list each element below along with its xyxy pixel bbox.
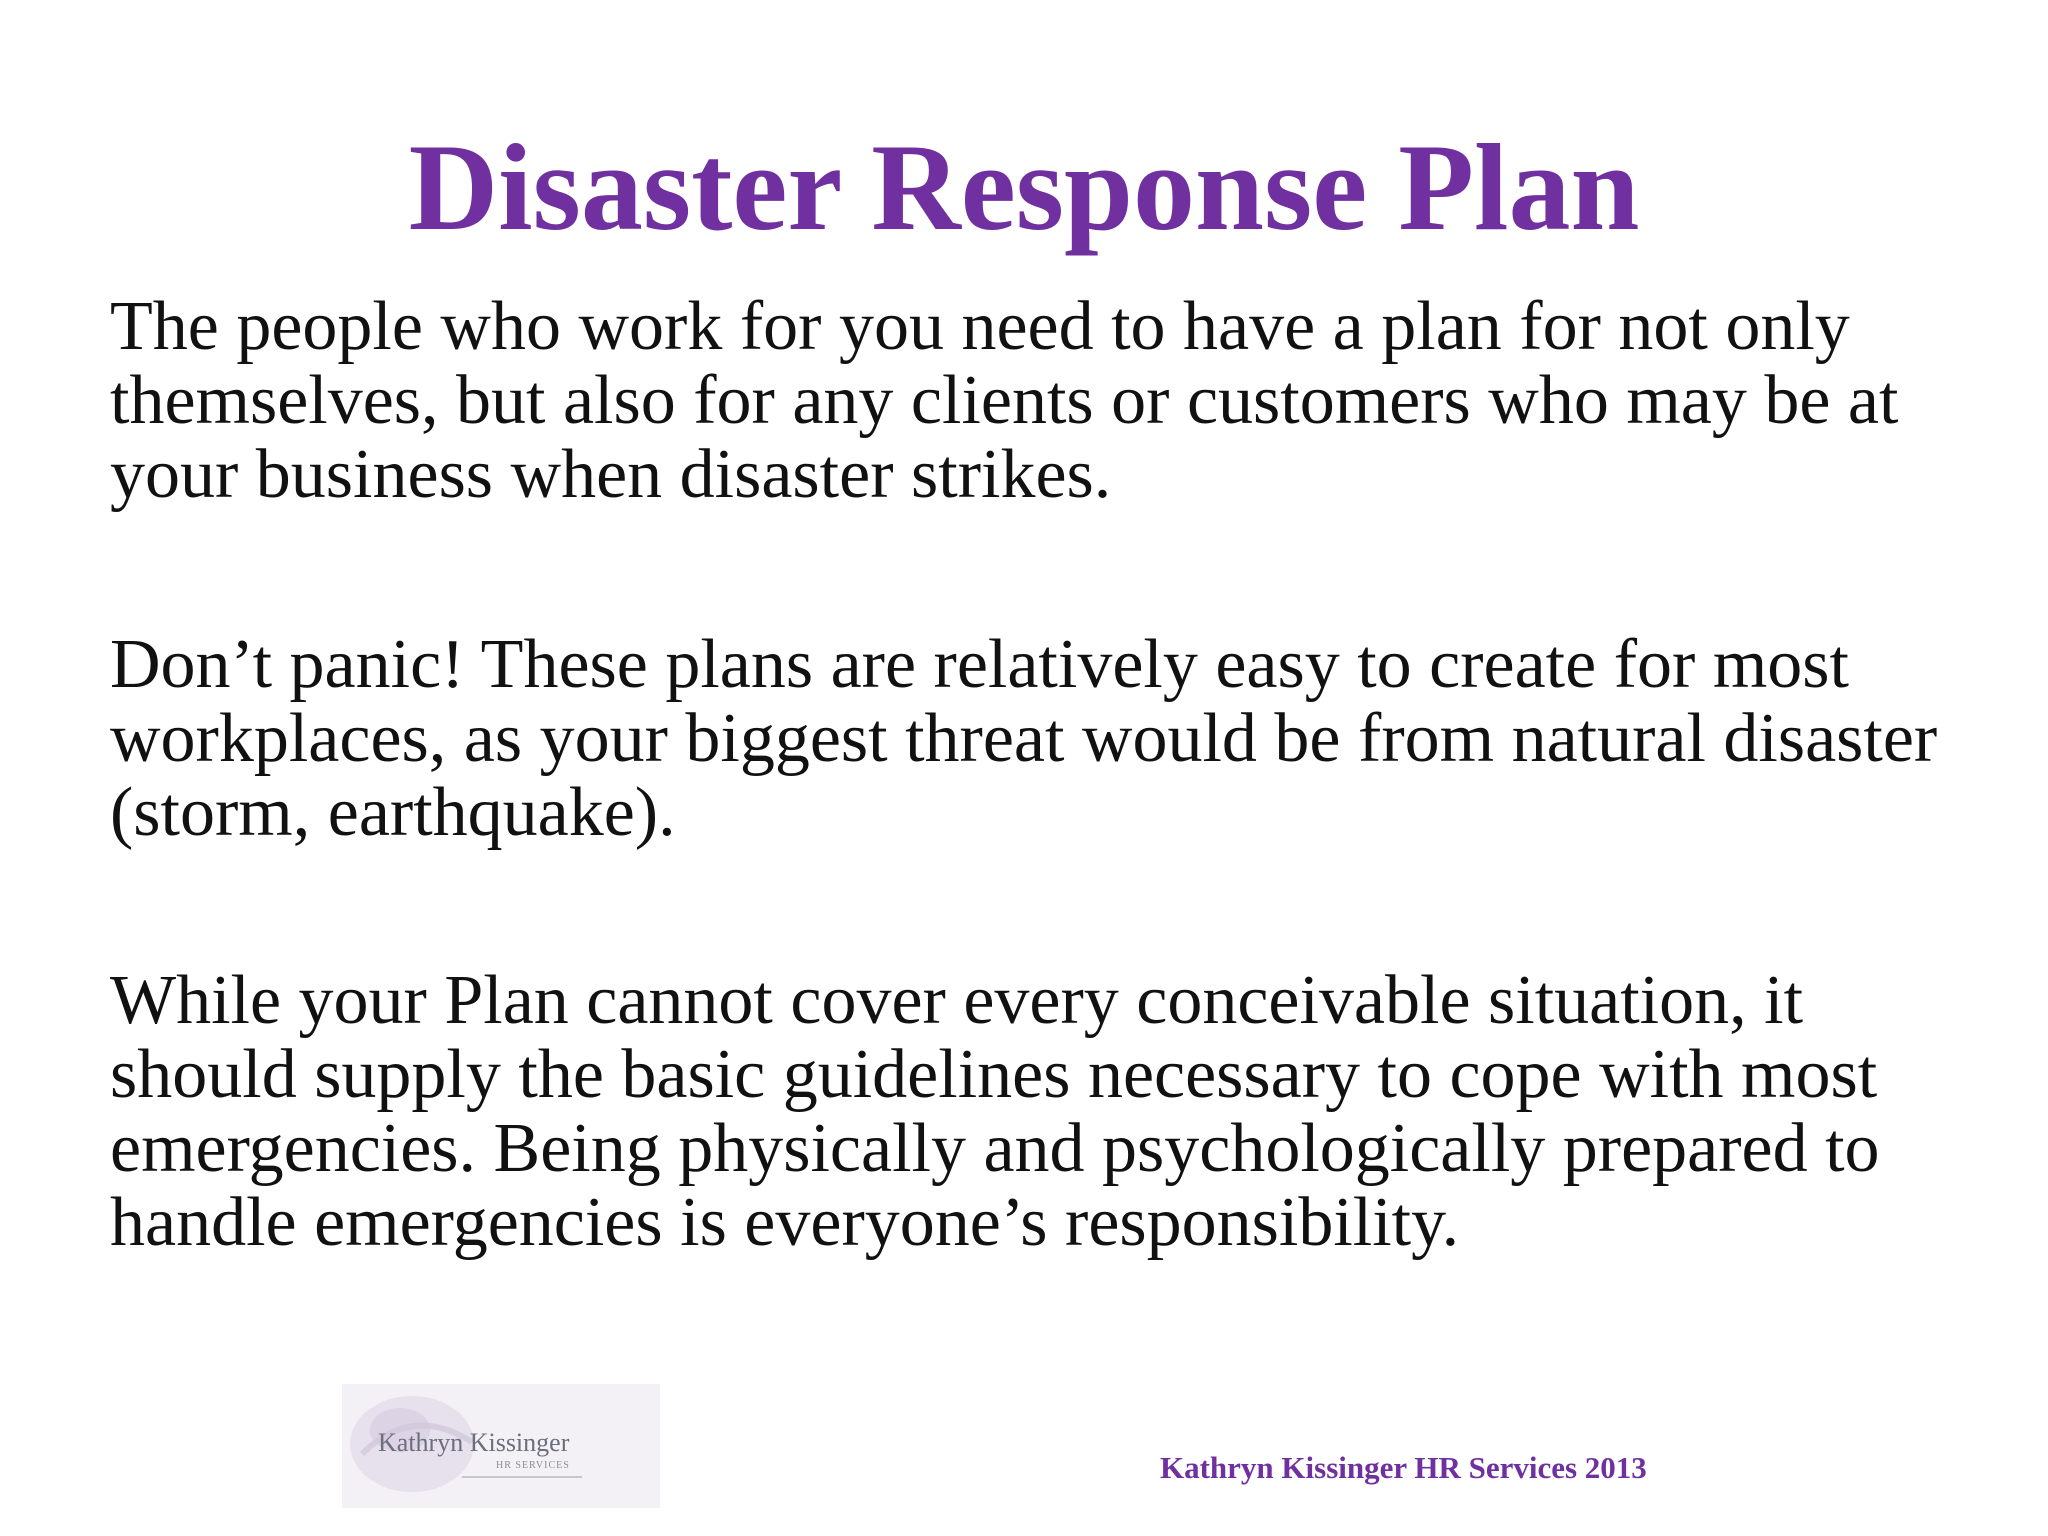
company-logo [342, 1384, 660, 1508]
paragraph-plan-for-people: The people who work for you need to have a plan for not only themselves, but also for any clients or customers who may be at your business when disaster strikes. [110, 288, 1899, 513]
paragraph-dont-panic: Don’t panic! These plans are relatively easy to create for most workplaces, as your biggest threat would be from natural disaster (storm, earthquake). [110, 626, 1938, 851]
paragraph-plan-guidelines: While your Plan cannot cover every conceivable situation, it should supply the basic guidelines necessary to cope with most emergencies. Being physically and psychologically prepared to handle emergencies is everyone’s responsibility. [110, 962, 1880, 1261]
slide-title: Disaster Response Plan [408, 119, 1640, 256]
logo-name: Kathryn Kissinger [378, 1428, 570, 1457]
logo-divider [462, 1476, 582, 1478]
logo-subtitle: HR SERVICES [496, 1460, 570, 1471]
footer-credit: Kathryn Kissinger HR Services 2013 [1160, 1450, 1647, 1485]
